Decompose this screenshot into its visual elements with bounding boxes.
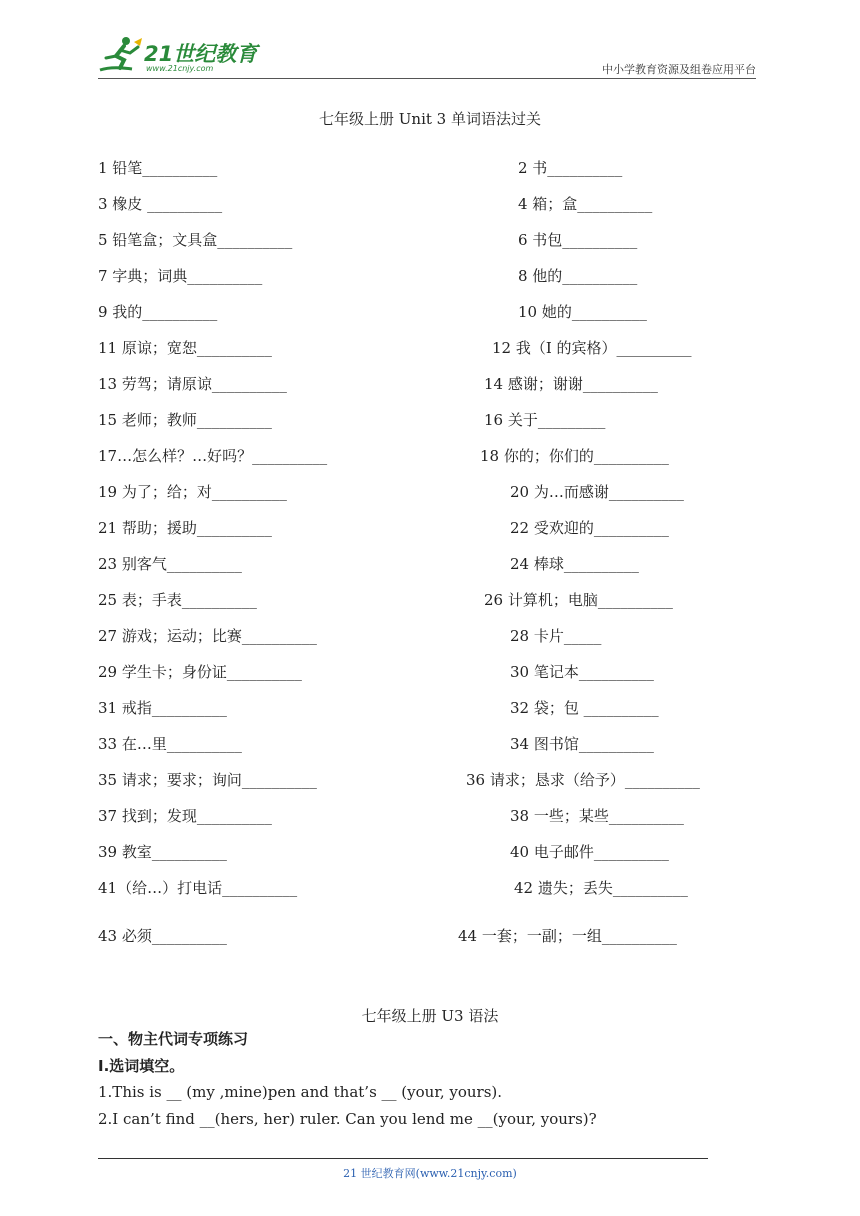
vocab-item-left: 35 请求；要求；询问__________ <box>98 771 317 789</box>
vocab-item-right: 14 感谢；谢谢__________ <box>484 375 658 393</box>
vocab-item-right: 40 电子邮件__________ <box>510 843 669 861</box>
vocab-item-right: 38 一些；某些__________ <box>510 807 684 825</box>
vocab-item-left: 27 游戏；运动；比赛__________ <box>98 627 317 645</box>
vocab-item-left: 7 字典；词典__________ <box>98 267 263 285</box>
vocab-item-right: 44 一套；一副；一组__________ <box>458 927 677 945</box>
exercise-sentence-2: 2.I can’t find __(hers, her) ruler. Can you lend me __(your, yours)? <box>98 1110 597 1128</box>
vocab-item-right: 10 她的__________ <box>518 303 647 321</box>
vocab-item-right: 8 他的__________ <box>518 267 638 285</box>
vocab-item-left: 25 表；手表__________ <box>98 591 257 609</box>
vocab-item-left: 43 必须__________ <box>98 927 227 945</box>
vocab-item-left: 37 找到；发现__________ <box>98 807 272 825</box>
footer-divider <box>98 1158 708 1159</box>
vocab-item-left: 1 铅笔__________ <box>98 159 218 177</box>
vocab-item-right: 34 图书馆__________ <box>510 735 654 753</box>
section-heading: 一、物主代词专项练习 <box>98 1030 249 1048</box>
vocab-item-right: 36 请求；恳求（给予）__________ <box>466 771 700 789</box>
vocab-item-left: 39 教室__________ <box>98 843 227 861</box>
vocab-item-right: 4 箱；盒__________ <box>518 195 653 213</box>
vocab-item-left: 9 我的__________ <box>98 303 218 321</box>
vocab-item-right: 16 关于_________ <box>484 411 606 429</box>
header-divider <box>98 78 756 79</box>
vocab-item-right: 18 你的；你们的__________ <box>480 447 669 465</box>
vocab-item-right: 26 计算机；电脑__________ <box>484 591 673 609</box>
vocab-item-right: 22 受欢迎的__________ <box>510 519 669 537</box>
vocab-item-left: 33 在…里__________ <box>98 735 242 753</box>
logo <box>98 36 268 76</box>
page-title: 七年级上册 Unit 3 单词语法过关 <box>319 110 541 128</box>
vocab-item-left: 29 学生卡；身份证__________ <box>98 663 302 681</box>
vocab-item-right: 6 书包__________ <box>518 231 638 249</box>
vocab-item-left: 17…怎么样？…好吗？__________ <box>98 447 328 465</box>
vocab-item-left: 13 劳驾；请原谅__________ <box>98 375 287 393</box>
vocab-item-left: 31 戒指__________ <box>98 699 227 717</box>
vocab-item-left: 5 铅笔盒；文具盒__________ <box>98 231 293 249</box>
footer-text: 21 世纪教育网(www.21cnjy.com) <box>343 1167 517 1180</box>
vocab-item-right: 32 袋；包 __________ <box>510 699 659 717</box>
vocab-item-right: 20 为…而感谢__________ <box>510 483 684 501</box>
vocab-item-right: 12 我（I 的宾格）__________ <box>492 339 692 357</box>
section-subheading: I.选词填空。 <box>98 1057 185 1075</box>
vocab-item-left: 21 帮助；援助__________ <box>98 519 272 537</box>
vocab-item-left: 23 别客气__________ <box>98 555 242 573</box>
platform-name: 中小学教育资源及组卷应用平台 <box>602 63 756 76</box>
vocab-item-right: 2 书__________ <box>518 159 623 177</box>
vocab-item-left: 11 原谅；宽恕__________ <box>98 339 272 357</box>
vocab-item-left: 41（给…）打电话__________ <box>98 879 298 897</box>
vocab-item-left: 19 为了；给；对__________ <box>98 483 287 501</box>
grammar-title: 七年级上册 U3 语法 <box>361 1007 499 1025</box>
vocab-item-right: 28 卡片_____ <box>510 627 602 645</box>
runner-icon <box>98 36 144 76</box>
logo-text: 21世纪教育 <box>144 42 258 66</box>
vocab-item-left: 3 橡皮 __________ <box>98 195 223 213</box>
vocab-item-left: 15 老师；教师__________ <box>98 411 272 429</box>
vocab-item-right: 30 笔记本__________ <box>510 663 654 681</box>
page-header <box>98 30 756 80</box>
logo-url: www.21cnjy.com <box>146 64 214 73</box>
exercise-sentence-1: 1.This is __ (my ,mine)pen and that’s __ (your, yours). <box>98 1083 503 1101</box>
vocab-item-right: 24 棒球__________ <box>510 555 639 573</box>
vocab-item-right: 42 遗失；丢失__________ <box>514 879 688 897</box>
